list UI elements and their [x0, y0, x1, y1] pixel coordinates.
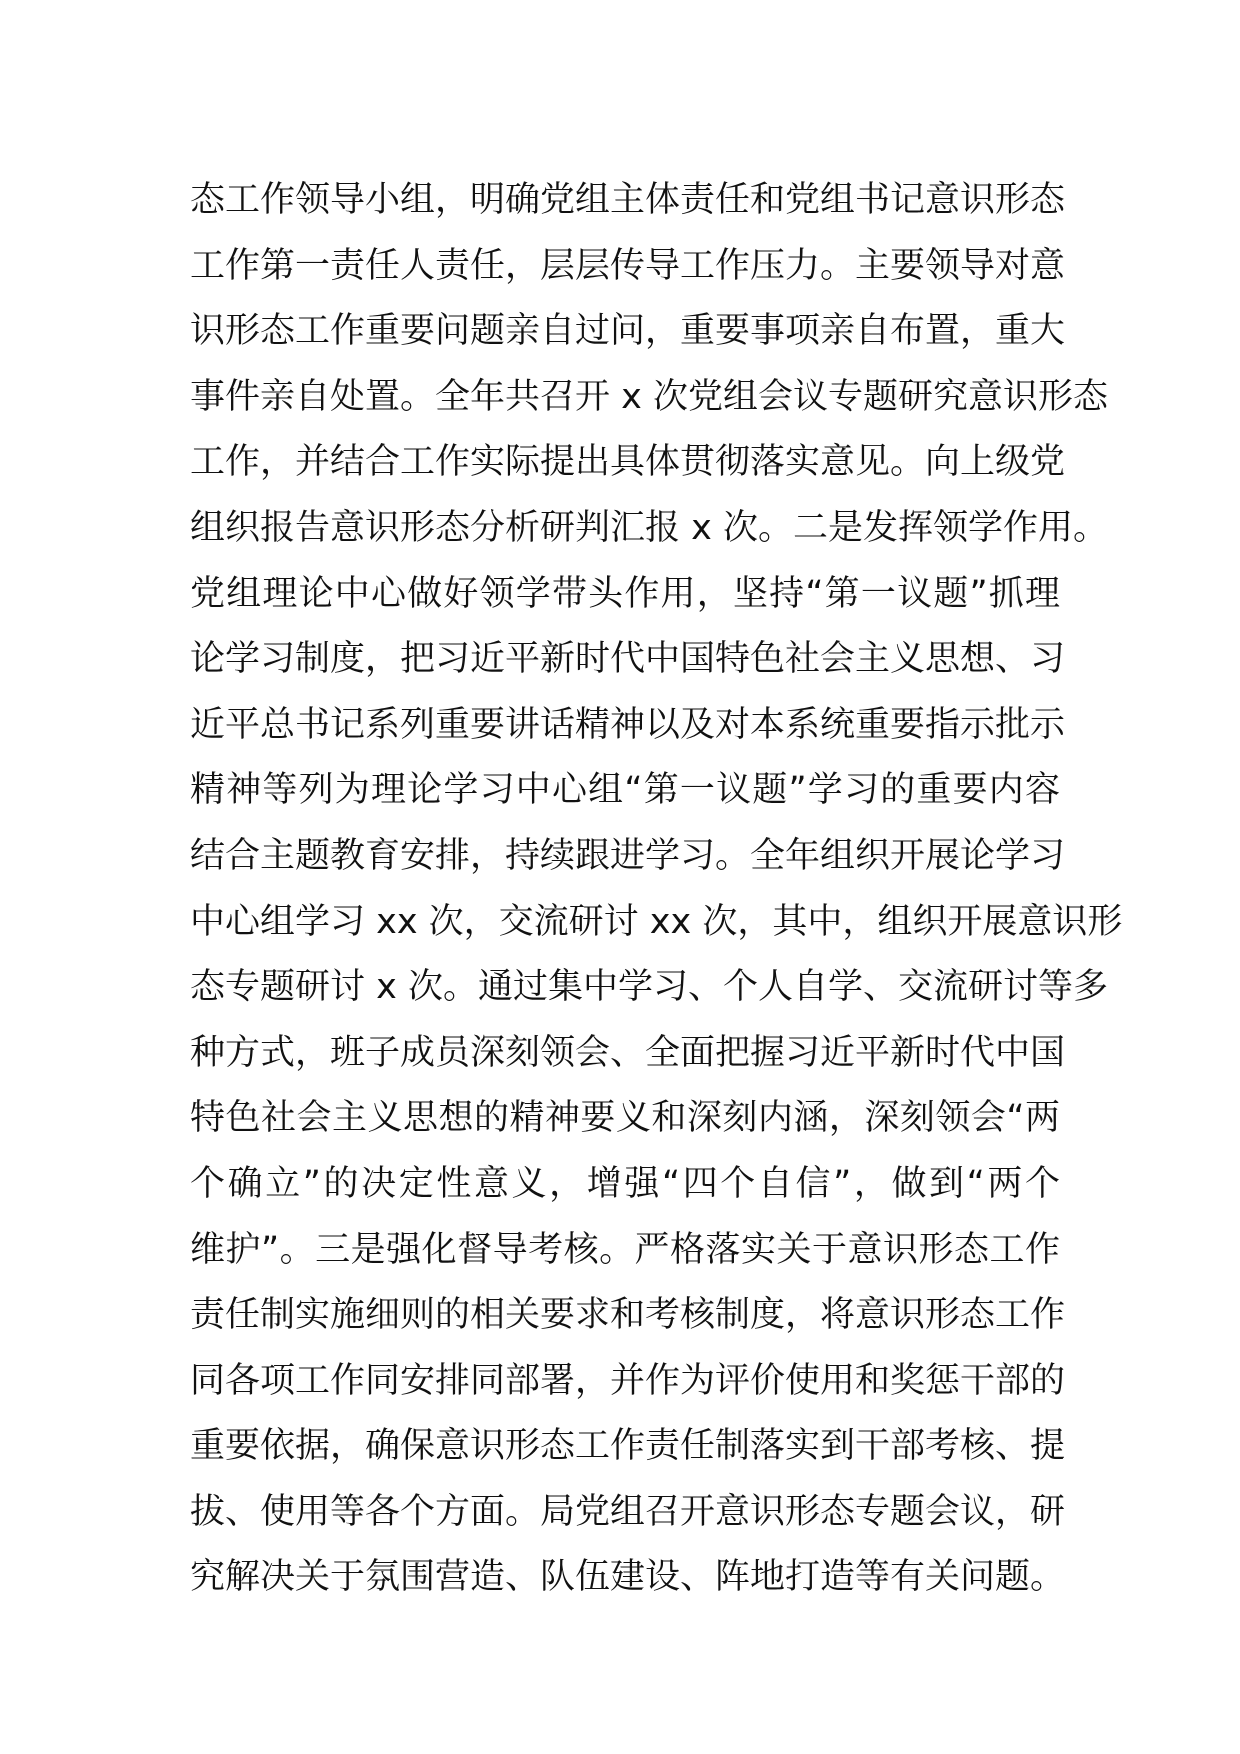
text-line: 工作，并结合工作实际提出具体贯彻落实意见。向上级党 — [190, 442, 1066, 483]
text-line: 特色社会主义思想的精神要义和深刻内涵，深刻领会“两 — [190, 1098, 1060, 1139]
text-line: 近平总书记系列重要讲话精神以及对本系统重要指示批示 — [190, 704, 1066, 745]
text-line: 党组理论中心做好领学带头作用，坚持“第一议题”抓理 — [190, 573, 1060, 614]
text-line: 中心组学习 xx 次，交流研讨 xx 次，其中，组织开展意识形 — [190, 901, 1123, 942]
text-line: 拔、使用等各个方面。局党组召开意识形态专题会议，研 — [190, 1491, 1066, 1532]
text-line: 组织报告意识形态分析研判汇报 x 次。二是发挥领学作用。 — [190, 507, 1108, 548]
body-paragraph — [190, 168, 1123, 1611]
text-line: 重要依据，确保意识形态工作责任制落实到干部考核、提 — [190, 1426, 1066, 1467]
text-line: 工作第一责任人责任，层层传导工作压力。主要领导对意 — [190, 245, 1066, 286]
text-line: 个确立”的决定性意义，增强“四个自信”，做到“两个 — [190, 1163, 1060, 1204]
text-line: 态工作领导小组，明确党组主体责任和党组书记意识形态 — [190, 180, 1066, 220]
text-line: 责任制实施细则的相关要求和考核制度，将意识形态工作 — [190, 1295, 1066, 1336]
text-line: 维护”。三是强化督导考核。严格落实关于意识形态工作 — [190, 1229, 1060, 1270]
text-line: 态专题研讨 x 次。通过集中学习、个人自学、交流研讨等多 — [190, 967, 1108, 1008]
text-line: 同各项工作同安排同部署，并作为评价使用和奖惩干部的 — [190, 1360, 1066, 1401]
text-line: 识形态工作重要问题亲自过问，重要事项亲自布置，重大 — [190, 311, 1066, 352]
text-line: 结合主题教育安排，持续跟进学习。全年组织开展论学习 — [190, 835, 1066, 876]
text-line: 精神等列为理论学习中心组“第一议题”学习的重要内容 — [190, 770, 1060, 811]
text-line: 事件亲自处置。全年共召开 x 次党组会议专题研究意识形态 — [190, 376, 1108, 417]
text-line: 究解决关于氛围营造、队伍建设、阵地打造等有关问题。 — [190, 1557, 1066, 1598]
text-line: 论学习制度，把习近平新时代中国特色社会主义思想、习 — [190, 639, 1066, 680]
text-line: 种方式，班子成员深刻领会、全面把握习近平新时代中国 — [190, 1032, 1066, 1073]
